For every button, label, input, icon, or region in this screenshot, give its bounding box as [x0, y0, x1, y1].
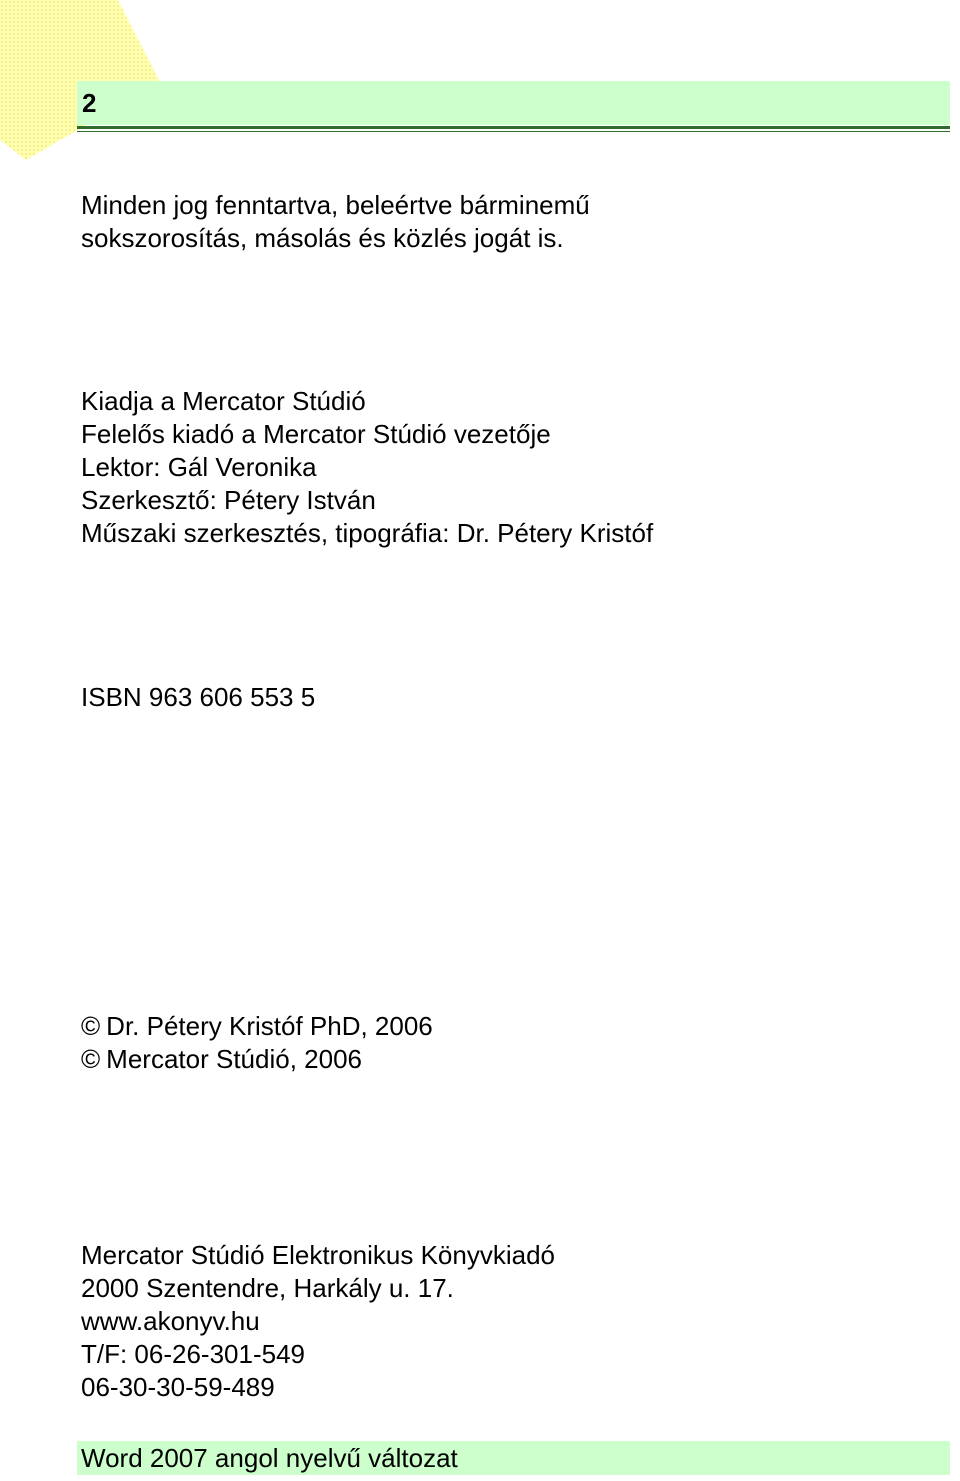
header-band	[77, 81, 950, 125]
publisher-website: www.akonyv.hu	[81, 1306, 260, 1336]
copyright-icon: ©	[81, 1044, 101, 1074]
page-number: 2	[82, 88, 97, 118]
copyright-line	[81, 1010, 433, 1043]
credits-typography: Műszaki szerkesztés, tipográfia: Dr. Pétery Kristóf	[81, 518, 654, 548]
publisher-phone: T/F: 06-26-301-549	[81, 1339, 306, 1369]
credits-block	[81, 385, 653, 550]
publisher-block	[81, 1239, 555, 1404]
rights-line: sokszorosítás, másolás és közlés jogát is.	[81, 223, 564, 253]
copyright-line	[81, 1043, 433, 1076]
credits-reviewer: Lektor: Gál Veronika	[81, 452, 317, 482]
publisher-mobile: 06-30-30-59-489	[81, 1372, 275, 1402]
copyright-author: Dr. Pétery Kristóf PhD, 2006	[106, 1011, 433, 1041]
publisher-name: Mercator Stúdió Elektronikus Könyvkiadó	[81, 1240, 556, 1270]
credits-publisher: Kiadja a Mercator Stúdió	[81, 386, 366, 416]
rights-notice	[81, 189, 590, 255]
copyright-block	[81, 1010, 433, 1076]
footer-band	[77, 1441, 950, 1475]
publisher-address: 2000 Szentendre, Harkály u. 17.	[81, 1273, 454, 1303]
credits-responsible: Felelős kiadó a Mercator Stúdió vezetője	[81, 419, 551, 449]
copyright-publisher: Mercator Stúdió, 2006	[106, 1044, 362, 1074]
header-rule-thin	[77, 131, 950, 132]
copyright-icon: ©	[81, 1011, 101, 1041]
rights-line: Minden jog fenntartva, beleértve bárminemű	[81, 190, 590, 220]
credits-editor: Szerkesztő: Pétery István	[81, 485, 376, 515]
edition-note: Word 2007 angol nyelvű változat	[81, 1443, 458, 1473]
header-rule	[77, 126, 950, 129]
isbn-block	[81, 681, 315, 714]
isbn-number: ISBN 963 606 553 5	[81, 682, 316, 712]
